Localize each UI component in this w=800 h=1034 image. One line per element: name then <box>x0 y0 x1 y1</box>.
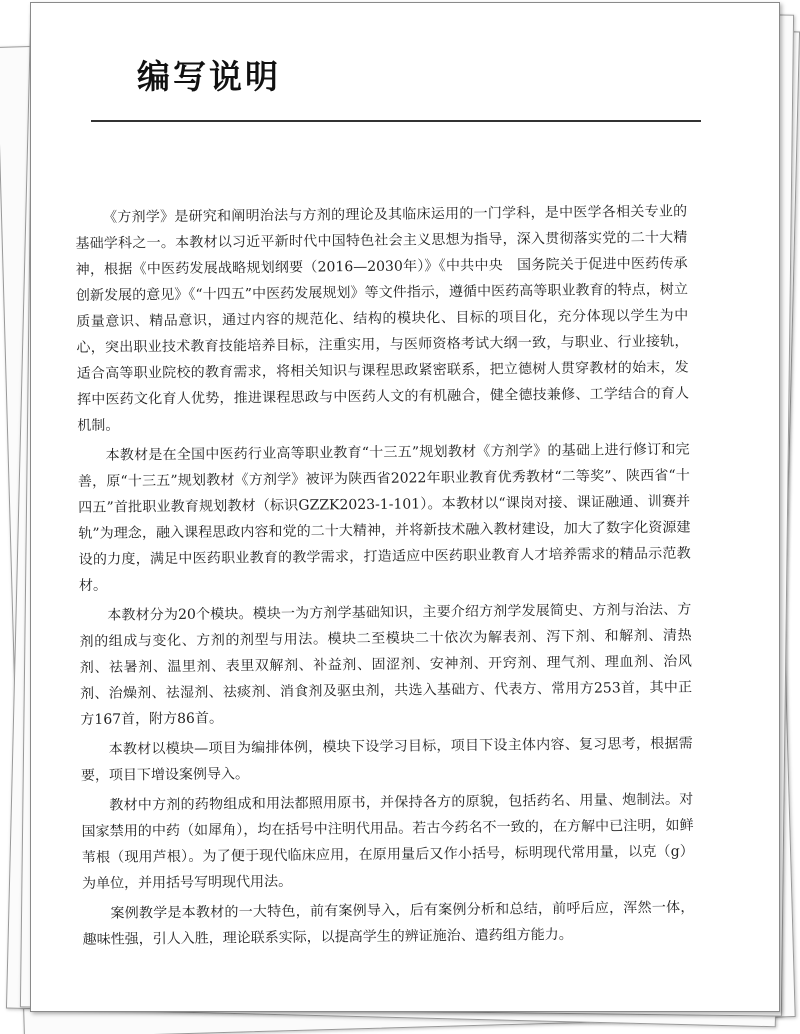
document-body <box>75 199 695 957</box>
paragraph-3: 本教材分为20个模块。模块一为方剂学基础知识，主要介绍方剂学发展简史、方剂与治法、方剂的组成与变化、方剂的剂型与用法。模块二至模块二十依次为解表剂、泻下剂、和解剂、清热剂、祛暑剂、温里剂、表里双解剂、补益剂、固涩剂、安神剂、开窍剂、理气剂、理血剂、治风剂、治燥剂、祛湿剂、祛痰剂、消食剂及驱虫剂，共选入基础方、代表方、常用方253首，其中正方167首，附方86首。 <box>79 601 693 728</box>
page-heading: 编写说明 <box>137 57 281 96</box>
paragraph-2: 本教材是在全国中医药行业高等职业教育“十三五”规划教材《方剂学》的基础上进行修订和完善，原“十三五”规划教材《方剂学》被评为陕西省2022年职业教育优秀教材“二等奖”、陕西省“十四五”首批职业教育规划教材（标识GZZK2023-1-101）。本教材以“课岗对接、课证融通、训赛并轨”为理念，融入课程思政内容和党的二十大精神，并将新技术融入教材建设，加大了数字化资源建设的力度，满足中医药职业教育的教学需求，打造适应中医药职业教育人才培养需求的精品示范教材。 <box>77 441 691 594</box>
paragraph-1: 《方剂学》是研究和阐明治法与方剂的理论及其临床运用的一门学科，是中医学各相关专业的基础学科之一。本教材以习近平新时代中国特色社会主义思想为指导，深入贯彻落实党的二十大精神，根据《中医药发展战略规划纲要（2016—2030年）》《中共中央 国务院关于促进中医药传承创新发展的意见》《“十四五”中医药发展规划》等文件指示，遵循中医药高等职业教育的特点，树立质量意识、精品意识，通过内容的规范化、结构的模块化、目标的项目化，充分体现以学生为中心，突出职业技术教育技能培养目标，注重实用，与医师资格考试大纲一致，与职业、行业接轨，适合高等职业院校的教育需求，将相关知识与课程思政紧密联系，把立德树人贯穿教材的始末，发挥中医药文化育人优势，推进课程思政与中医药人文的有机融合，健全德技兼修、工学结合的育人机制。 <box>75 203 690 434</box>
paragraph-5: 教材中方剂的药物组成和用法都照用原书，并保持各方的原貌，包括药名、用量、炮制法。对国家禁用的中药（如犀角），均在括号中注明代用品。若古今药名不一致的，在方解中已注明，如鲜苇根（现用芦根）。为了便于现代临床应用，在原用量后又作小括号，标明现代常用量，以克（g）为单位，并用括号写明现代用法。 <box>81 791 694 892</box>
document-page <box>30 2 780 1012</box>
paragraph-4: 本教材以模块—项目为编排体例，模块下设学习目标，项目下设主体内容、复习思考，根据需要，项目下增设案例导入。 <box>80 735 693 784</box>
heading-divider <box>91 120 701 122</box>
paragraph-6: 案例教学是本教材的一大特色，前有案例导入，后有案例分析和总结，前呼后应，浑然一体，趣味性强，引人入胜，理论联系实际，以提高学生的辨证施治、遣药组方能力。 <box>82 899 695 948</box>
